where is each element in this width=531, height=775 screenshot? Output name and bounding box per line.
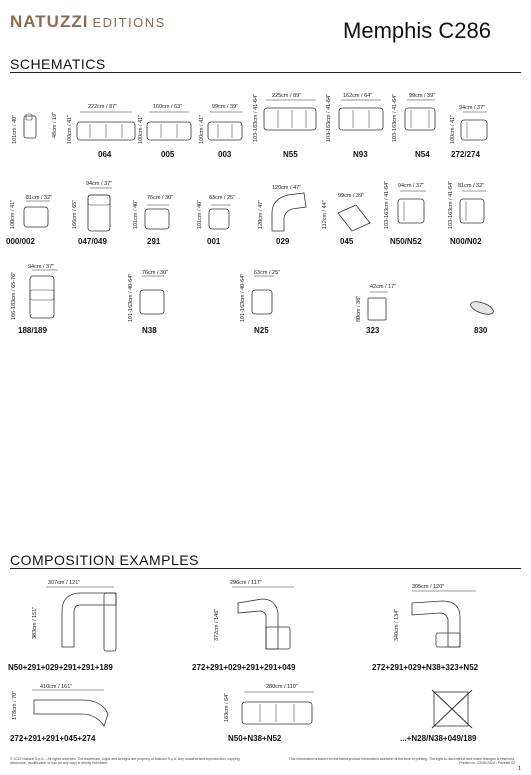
compositions-rule (10, 568, 521, 569)
dim-width: 42cm / 17" (370, 284, 397, 290)
composition-2 (192, 577, 342, 675)
product-272 (447, 82, 521, 162)
dim-depth: 103-163cm / 41-64" (326, 93, 332, 142)
dim-width: 99cm / 39" (409, 93, 436, 99)
product-N54 (389, 82, 447, 162)
dim-depth: 100cm / 41" (450, 114, 456, 144)
brand-logo: NATUZZI EDITIONS (10, 12, 166, 31)
dim-depth: 166cm / 65" (72, 199, 78, 229)
composition-code: 272+291+029+N38+323+N52 (372, 663, 479, 672)
footer-disclaimer: This information is based on the latest product information available at the time of printing. The right to discontinue and make changes is reserved. Printed on: 22/06/2024 - Pricelist 02 (288, 757, 515, 766)
dim-width: 225cm / 89" (272, 93, 302, 99)
composition-6 (380, 680, 520, 746)
dim-width: 222cm / 87" (88, 104, 118, 110)
dim-depth: 372cm / 146" (214, 608, 220, 641)
composition-code: N50+291+029+291+291+189 (8, 663, 113, 672)
product-N55 (250, 82, 320, 162)
composition-code: N50+N38+N52 (228, 734, 282, 743)
dim-depth: 101-163cm / 40-64" (240, 273, 246, 322)
product-N50 (380, 177, 446, 253)
compositions-title: COMPOSITION EXAMPLES (10, 552, 199, 568)
product-code: N93 (353, 150, 368, 159)
composition-code: 272+291+029+291+291+049 (192, 663, 296, 672)
dim-width: 76cm / 30" (142, 270, 169, 276)
product-005 (137, 82, 193, 162)
product-830 (462, 292, 502, 342)
dim-depth: 100cm / 41" (67, 114, 73, 144)
dim-depth: 103-163cm / 41-64" (448, 180, 454, 229)
product-code: N50/N52 (390, 237, 422, 246)
dim-depth: 80cm / 38" (356, 295, 362, 322)
corner-sofa-icon (8, 577, 158, 657)
page-number: 1 (518, 766, 521, 772)
product-code: 047/049 (78, 237, 107, 246)
schematics-rule (10, 72, 521, 73)
composition-code: 272+291+291+045+274 (10, 734, 96, 743)
product-code: 064 (98, 150, 112, 159)
product-code: 005 (161, 150, 175, 159)
composition-code: ...+N28/N38+049/189 (400, 734, 477, 743)
product-code: 029 (276, 237, 290, 246)
composition-4 (8, 680, 158, 746)
dim-width: 94cm / 37" (86, 181, 113, 187)
dim-width: 63cm / 25" (254, 270, 281, 276)
dim-width: 81cm / 32" (26, 195, 53, 201)
product-code: N38 (142, 326, 157, 335)
dim-width: 160cm / 63" (153, 104, 183, 110)
dim-depth: 120cm / 47" (258, 199, 264, 229)
product-code: 830 (474, 326, 488, 335)
dim-depth: 112cm / 44" (322, 200, 328, 229)
product-N25 (236, 262, 296, 342)
product-code: 291 (147, 237, 161, 246)
product-code: 000/002 (6, 237, 35, 246)
dim-width: 94cm / 37" (398, 183, 425, 189)
dim-depth: 103-163cm / 41-64" (384, 180, 390, 229)
dim-width: 94cm / 37" (459, 105, 486, 111)
sofa-2-seat-icon (137, 82, 193, 152)
product-code: N00/N02 (450, 237, 482, 246)
product-291 (127, 177, 179, 253)
product-code: 272/274 (451, 150, 480, 159)
dim-width: 63cm / 25" (209, 195, 236, 201)
product-code: 323 (366, 326, 380, 335)
dim-depth: 166-183cm / 65-76" (11, 271, 17, 320)
dim-depth: 103-163cm / 41-64" (253, 93, 259, 142)
product-N00 (446, 177, 512, 253)
dim-depth: 101cm / 40" (133, 199, 139, 229)
end-unit-icon (447, 82, 521, 152)
product-045 (320, 177, 380, 253)
product-064 (10, 82, 135, 162)
dim-depth: 100cm / 41" (10, 199, 16, 229)
product-code: 188/189 (18, 326, 47, 335)
dim-height: 48cm / 19" (52, 111, 58, 138)
curved-sofa-icon (8, 680, 158, 730)
dim-width: 280cm / 110" (266, 684, 298, 690)
dim-depth: 101cm / 40" (197, 199, 203, 229)
product-188 (6, 262, 76, 342)
product-code: 001 (207, 237, 221, 246)
product-code: 003 (218, 150, 232, 159)
dim-depth: 101-163cm / 40-64" (128, 273, 134, 322)
product-code: 045 (340, 237, 354, 246)
product-code: N55 (283, 150, 298, 159)
composition-3 (372, 577, 522, 675)
cushion-icon (462, 292, 502, 326)
dim-width: 99cm / 39" (338, 193, 365, 199)
schematics-title: SCHEMATICS (10, 56, 106, 72)
product-000 (6, 177, 56, 253)
product-code: N25 (254, 326, 269, 335)
product-001 (191, 177, 243, 253)
product-N38 (124, 262, 184, 342)
dim-width: 162cm / 64" (343, 93, 373, 99)
dim-width: 296cm / 117" (230, 580, 262, 586)
dim-width: 120cm / 47" (272, 185, 302, 191)
dim-depth: 100cm / 41" (199, 114, 205, 144)
dim-depth: 383cm / 151" (32, 606, 38, 639)
dim-depth: 101cm / 40" (12, 114, 18, 144)
product-N93 (323, 82, 389, 162)
dim-depth: 100cm / 41" (138, 114, 144, 144)
wedge-seat-icon (320, 177, 380, 237)
product-003 (196, 82, 248, 162)
composition-5 (214, 680, 344, 746)
dim-width: 99cm / 39" (212, 104, 239, 110)
dim-depth: 103-163cm / 41-64" (392, 93, 398, 142)
dim-depth: 178cm / 70" (12, 690, 18, 720)
product-047 (66, 177, 121, 253)
product-323 (352, 280, 412, 342)
product-code: N54 (415, 150, 430, 159)
dim-width: 307cm / 121" (48, 580, 81, 586)
product-029 (254, 177, 320, 253)
footer-copyright: © 2012 Natuzzi S.p.A. - All rights reserved. The trademark, logos and designs are property of Natuzzi S.p.A. Any unauthorized reproduction, copying, disclosure, modification or use (in any way) is strictly forbidden. (10, 757, 241, 766)
dim-depth: 163cm / 64" (224, 692, 230, 722)
dim-width: 94cm / 37" (28, 264, 55, 270)
model-title: Memphis C286 (343, 18, 491, 43)
dim-width: 81cm / 32" (458, 183, 485, 189)
composition-1 (8, 577, 158, 675)
dim-width: 76cm / 30" (147, 195, 174, 201)
not-allowed-icon (380, 680, 520, 730)
dim-width: 410cm / 161" (40, 684, 73, 690)
dim-depth: 340cm / 134" (394, 608, 400, 641)
dim-width: 305cm / 120" (412, 584, 445, 590)
